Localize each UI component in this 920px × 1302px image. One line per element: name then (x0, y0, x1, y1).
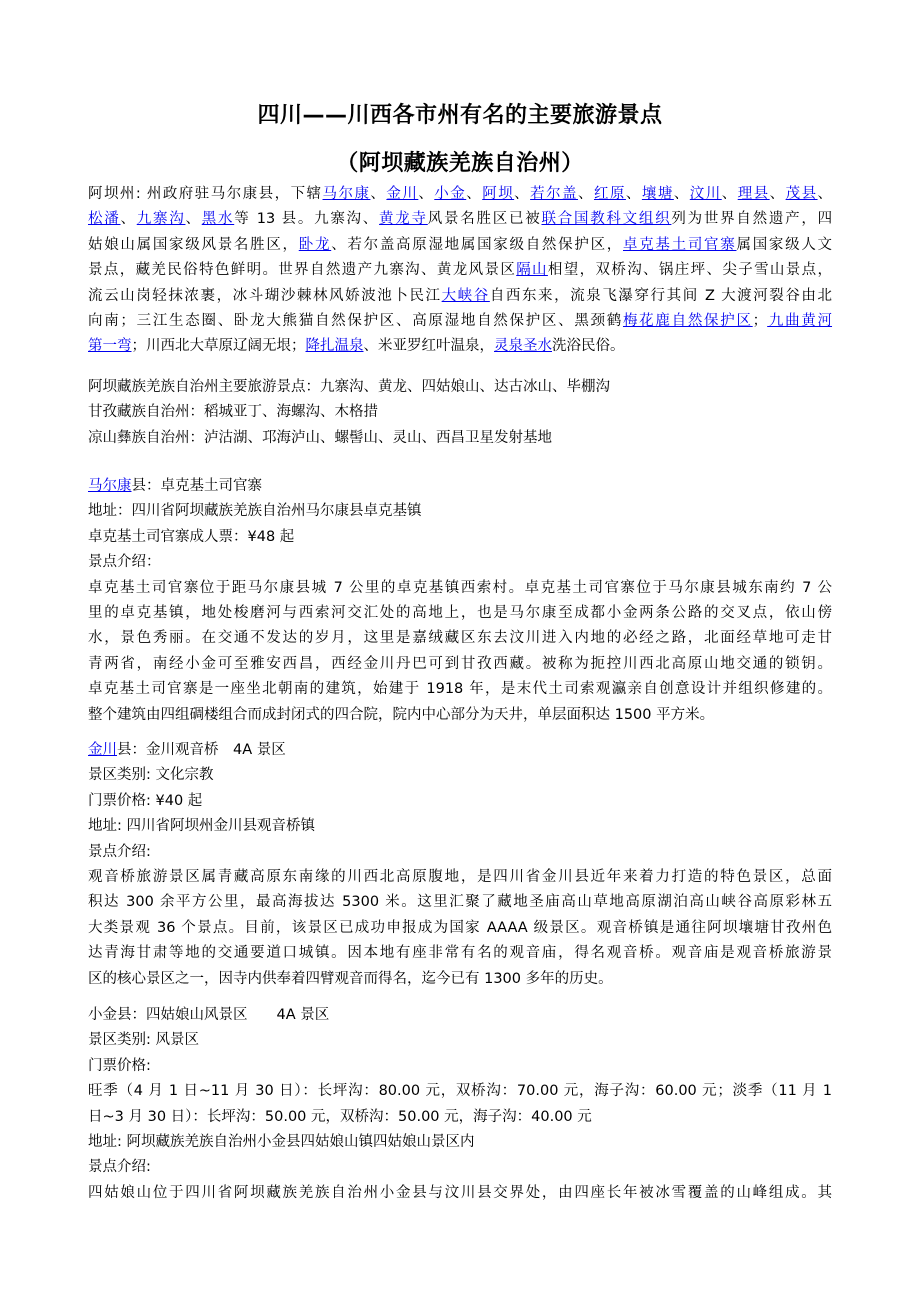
intro-line (88, 334, 832, 359)
intro-text: 、 (418, 186, 435, 202)
intro-text: 洗浴民俗。 (552, 338, 625, 355)
intro-paragraph (88, 182, 832, 360)
intro-text: 、 (625, 186, 642, 202)
info-line: 地址: 四川省阿坝州金川县观音桥镇 (88, 818, 315, 835)
place-link[interactable]: 马尔康 (322, 186, 371, 202)
intro-line (88, 258, 832, 283)
body-line: 里的卓克基镇，地处梭磨河与西索河交汇处的高地上，也是马尔康至成都小金两条公路的交叉点，依山傍 (88, 605, 832, 622)
section-heading: 小金县：四姑娘山风景区 4A 景区 (88, 1007, 330, 1023)
place-link[interactable]: 第一弯 (88, 338, 132, 355)
place-link[interactable]: 小金 (434, 186, 467, 202)
intro-text: 、 (370, 186, 387, 202)
county-link[interactable]: 马尔康 (88, 478, 132, 494)
intro-text: 风景名胜区已被 (427, 211, 542, 228)
intro-line (88, 233, 832, 258)
place-link[interactable]: 壤塘 (641, 186, 674, 202)
intro-text: 流云山岗轻抹浓裹，冰斗瑚沙棘林风娇波池卜民江 (88, 287, 442, 304)
info-line: 日~3 月 30 日）：长坪沟：50.00 元，双桥沟：50.00 元，海子沟：40.00 元 (88, 1108, 592, 1125)
info-line: 地址: 阿坝藏族羌族自治州小金县四姑娘山镇四姑娘山景区内 (88, 1134, 475, 1151)
intro-text: ； (752, 313, 768, 330)
body-line: 区的核心景区之一，因寺内供奉着四臂观音而得名，迄今已有 1300 多年的历史。 (88, 970, 613, 987)
intro-text: 相望，双桥沟、锅庄坪、尖子雪山景点， (547, 262, 833, 279)
place-link[interactable]: 金川 (386, 186, 419, 202)
intro-text: 属国家级人文 (736, 236, 833, 253)
place-link[interactable]: 隔山 (516, 262, 548, 279)
info-line: 景点介绍： (88, 554, 161, 571)
place-link[interactable]: 汶川 (689, 186, 722, 202)
place-link[interactable]: 理县 (737, 186, 770, 202)
intro-text: 、 (769, 186, 786, 202)
place-link[interactable]: 黑水 (201, 211, 235, 228)
heading-text: 县：金川观音桥 4A 景区 (117, 742, 286, 758)
place-link[interactable]: 梅花鹿自然保护区 (622, 313, 753, 330)
section-jinchuan (88, 738, 832, 992)
place-link[interactable]: 茂县 (785, 186, 818, 202)
intro-line (88, 284, 832, 309)
place-link[interactable]: 松潘 (88, 211, 121, 228)
intro-line (88, 309, 832, 334)
body-line: 青两省，南经小金可至雅安西昌，西经金川丹巴可到甘孜西藏。被称为扼控川西北高原山地交通的锁钥。 (88, 655, 832, 672)
page-title: 四川——川西各市州有名的主要旅游景点 (257, 103, 663, 128)
intro-text: 、 (466, 186, 483, 202)
body-line: 观音桥旅游景区属青藏高原东南缘的川西北高原腹地，是四川省金川县近年来着力打造的特色景区，总面 (88, 869, 832, 886)
intro-text: 、 (185, 211, 202, 228)
intro-text: 列为世界自然遗产，四 (671, 211, 833, 228)
intro-text: ；川西北大草原辽阔无垠； (131, 338, 306, 355)
info-line: 景区类别: 文化宗教 (88, 767, 214, 784)
intro-text: 、 (721, 186, 738, 202)
section-heading (88, 738, 832, 763)
place-link[interactable]: 九曲黄河 (767, 313, 833, 330)
info-line: 旺季（4 月 1 日~11 月 30 日）：长坪沟：80.00 元，双桥沟：70.00 元，海子沟：60.00 元；淡季（11 月 1 (88, 1083, 832, 1100)
info-line: 卓克基土司官寨成人票：¥48 起 (88, 528, 295, 545)
info-line: 景区类别: 风景区 (88, 1032, 199, 1049)
body-line: 水，景色秀丽。在交通不发达的岁月，这里是嘉绒藏区东去汶川进入内地的必经之路，北面经草地可走甘 (88, 630, 832, 647)
place-link[interactable]: 降扎温泉 (305, 338, 364, 355)
intro-text: 姑娘山属国家级风景名胜区， (88, 236, 299, 253)
info-line: 四姑娘山位于四川省阿坝藏族羌族自治州小金县与汶川县交界处，由四座长年被冰雪覆盖的山峰组成。其 (88, 1184, 832, 1201)
intro-text: 、 (514, 186, 531, 202)
summary-line: 甘孜藏族自治州：稻城亚丁、海螺沟、木格措 (88, 404, 378, 421)
place-link[interactable]: 卧龙 (298, 236, 332, 253)
body-line: 达青海甘肃等地的交通要道口城镇。因本地有座非常有名的观音庙，得名观音桥。观音庙是观音桥旅游景 (88, 945, 832, 962)
heading-text: 县：卓克基土司官寨 (131, 478, 262, 494)
place-link[interactable]: 灵泉圣水 (494, 338, 552, 355)
body-line: 整个建筑由四组碉楼组合而成封闭式的四合院，院内中心部分为天井，单层面积达 1500 平方米。 (88, 706, 715, 723)
intro-line (88, 207, 832, 232)
place-link[interactable]: 黄龙寺 (379, 211, 428, 228)
summary-block (88, 375, 832, 451)
summary-line: 阿坝藏族羌族自治州主要旅游景点：九寨沟、黄龙、四姑娘山、达古冰山、毕棚沟 (88, 379, 610, 395)
place-link[interactable]: 若尔盖 (530, 186, 579, 202)
intro-text: 、 (578, 186, 594, 202)
intro-text: 阿坝州: 州政府驻马尔康县，下辖 (88, 186, 323, 202)
body-line: 大类景观 36 个景点。目前，该景区已成功申报成为国家 AAAA 级景区。观音桥镇是通往阿坝壤塘甘孜州色 (88, 919, 832, 936)
place-link[interactable]: 联合国教科文组织 (541, 211, 672, 228)
intro-text: 、 (120, 211, 137, 228)
info-line: 门票价格: (88, 1057, 151, 1074)
section-heading (88, 474, 832, 499)
place-link[interactable]: 卓克基土司官寨 (623, 236, 737, 253)
place-link[interactable]: 大峡谷 (441, 287, 490, 304)
body-line: 积达 300 余平方公里，最高海拔达 5300 米。这里汇聚了藏地圣庙高山草地高原湖泊高山峡谷高原彩林五 (88, 894, 832, 911)
summary-line: 凉山彝族自治州：泸沽湖、邛海泸山、螺髻山、灵山、西昌卫星发射基地 (88, 429, 552, 446)
intro-text: 、米亚罗红叶温泉， (363, 338, 494, 355)
intro-text: 向南；三江生态圈、卧龙大熊猫自然保护区、高原湿地自然保护区、黑颈鹤 (88, 313, 623, 330)
intro-text: 等 13 县。九寨沟、 (234, 211, 380, 228)
intro-text: 、 (817, 186, 833, 202)
intro-text: 、若尔盖高原湿地属国家级自然保护区， (331, 236, 623, 253)
info-line: 门票价格: ¥40 起 (88, 792, 203, 809)
place-link[interactable]: 红原 (593, 186, 626, 202)
intro-text: 自西东来，流泉飞瀑穿行其间 Z 大渡河裂谷由北 (489, 287, 833, 304)
place-link[interactable]: 九寨沟 (136, 211, 186, 228)
body-line: 卓克基土司官寨是一座坐北朝南的建筑，始建于 1918 年，是末代土司索观瀛亲自创意设计并组织修建的。 (88, 681, 832, 698)
intro-text: 、 (673, 186, 690, 202)
county-link[interactable]: 金川 (88, 742, 117, 758)
intro-text: 景点，藏羌民俗特色鲜明。世界自然遗产九寨沟、黄龙风景区 (88, 262, 517, 279)
info-line: 景点介绍: (88, 843, 151, 860)
section-xiaojin (88, 1003, 832, 1206)
info-line: 地址：四川省阿坝藏族羌族自治州马尔康县卓克基镇 (88, 503, 422, 520)
place-link[interactable]: 阿坝 (482, 186, 515, 202)
page-subtitle: （阿坝藏族羌族自治州） (336, 151, 584, 176)
section-markang (88, 474, 832, 728)
info-line: 景点介绍: (88, 1159, 151, 1176)
intro-line (88, 182, 832, 207)
body-line: 卓克基土司官寨位于距马尔康县城 7 公里的卓克基镇西索村。卓克基土司官寨位于马尔康县城东南约 7 公 (88, 579, 832, 596)
